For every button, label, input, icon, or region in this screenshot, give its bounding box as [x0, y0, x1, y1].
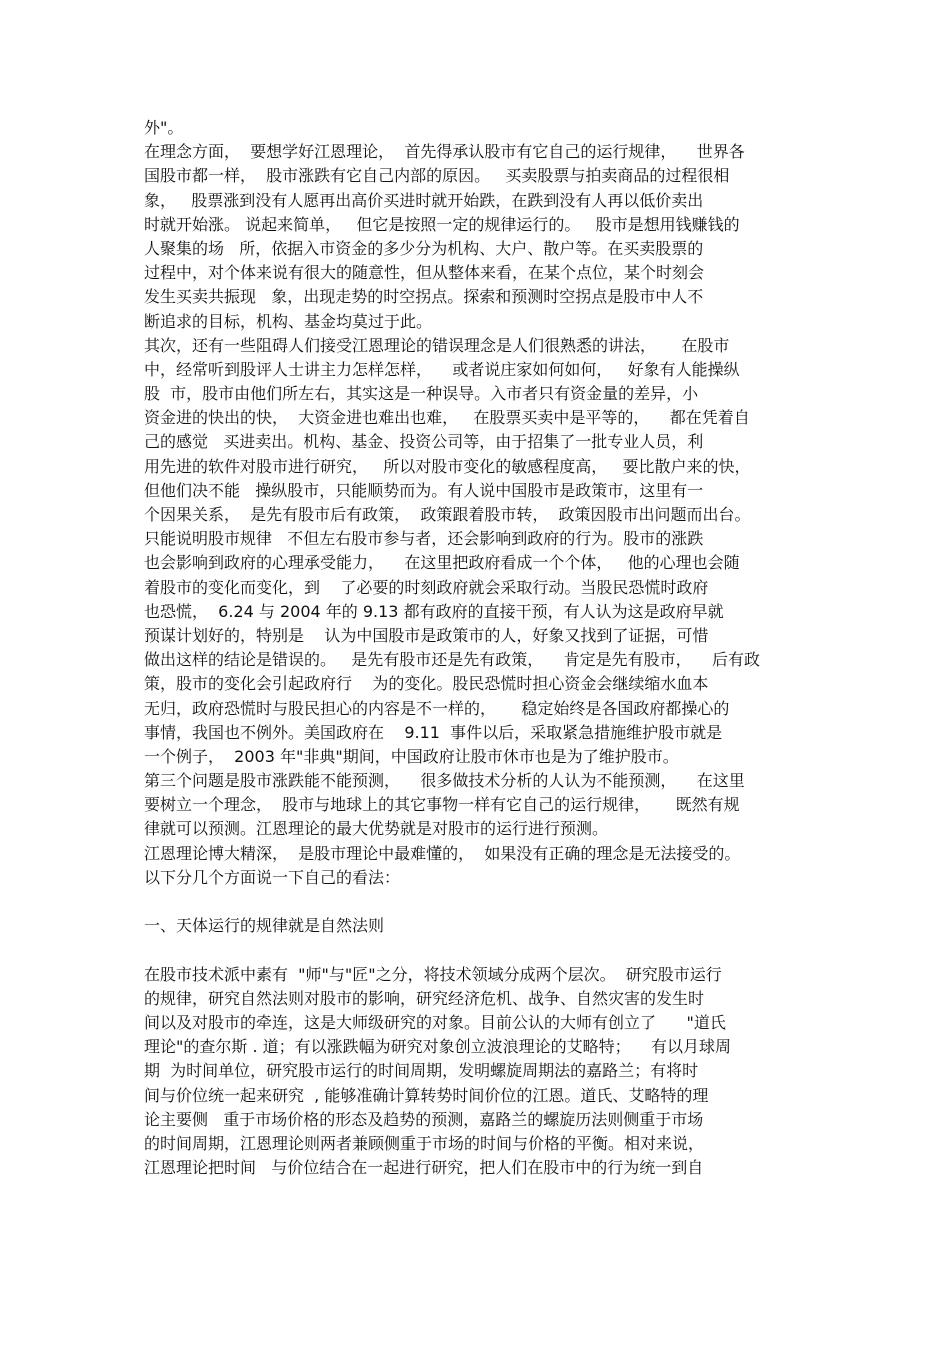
text-line: 策，股市的变化会引起政府行 为的变化。股民恐慌时担心资金会继续缩水血本 — [144, 674, 709, 694]
text-line: 理论"的查尔斯 . 道；有以涨跌幅为研究对象创立波浪理论的艾略特； 有以月球周 — [144, 1037, 731, 1057]
text-line: 江恩理论博大精深， 是股市理论中最难懂的， 如果没有正确的理念是无法接受的。 — [144, 843, 741, 863]
text-line: 的规律，研究自然法则对股市的影响，研究经济危机、战争、自然灾害的发生时 — [144, 988, 705, 1008]
text-line: 间与价位统一起来研究 , 能够准确计算转势时间价位的江恩。道氏、艾略特的理 — [144, 1085, 709, 1105]
text-line: 在理念方面， 要想学好江恩理论， 首先得承认股市有它自己的运行规律， 世界各 — [144, 142, 745, 162]
text-line: 个因果关系， 是先有股市后有政策， 政策跟着股市转， 政策因股市出问题而出台。 — [144, 505, 751, 524]
text-line: 论主要侧 重于市场价格的形态及趋势的预测，嘉路兰的螺旋历法则侧重于市场 — [144, 1109, 704, 1129]
text-line: 象， 股票涨到没有人愿再出高价买进时就开始跌，在跌到没有人再以低价卖出 — [144, 190, 704, 210]
text-line: 其次，还有一些阻碍人们接受江恩理论的错误理念是人们很熟悉的讲法， 在股市 — [144, 335, 730, 355]
text-line: 律就可以预测。江恩理论的最大优势就是对股市的运行进行预测。 — [144, 819, 609, 839]
text-line: 也恐慌， 6.24 与 2004 年的 9.13 都有政府的直接干预，有人认为这是政府早就 — [144, 601, 724, 621]
text-line: 时就开始涨。 说起来简单， 但它是按照一定的规律运行的。 股市是想用钱赚钱的 — [144, 214, 740, 234]
text-line: 要树立一个理念， 股市与地球上的其它事物一样有它自己的运行规律， 既然有规 — [144, 795, 740, 815]
text-line: 的时间周期，江恩理论则两者兼顾侧重于市场的时间与价格的平衡。相对来说， — [144, 1133, 705, 1153]
text-line: 一个例子， 2003 年"非典"期间，中国政府让股市休市也是为了维护股市。 — [144, 746, 679, 766]
text-line: 以下分几个方面说一下自己的看法： — [144, 867, 401, 887]
text-line: 一、天体运行的规律就是自然法则 — [144, 916, 385, 936]
text-line: 预谋计划好的，特别是 认为中国股市是政策市的人，好象又找到了证据，可惜 — [144, 625, 709, 645]
body-text — [144, 116, 814, 1180]
text-line: 人聚集的场 所，依据入市资金的多少分为机构、大户、散户等。在买卖股票的 — [144, 238, 704, 258]
text-line: 着股市的变化而变化，到 了必要的时刻政府就会采取行动。当股民恐慌时政府 — [144, 577, 709, 597]
text-line: 无归，政府恐慌时与股民担心的内容是不一样的， 稳定始终是各国政府都操心的 — [144, 698, 730, 718]
text-line: 中，经常听到股评人士讲主力怎样怎样， 或者说庄家如何如何， 好象有人能操纵 — [144, 359, 740, 379]
text-line: 外"。 — [144, 118, 184, 137]
blank-line — [144, 938, 814, 962]
text-line: 资金进的快出的快， 大资金进也难出也难， 在股票买卖中是平等的， 都在凭着自 — [144, 408, 750, 428]
text-line: 做出这样的结论是错误的。 是先有股市还是先有政策， 肯定是先有股市， 后有政 — [144, 650, 760, 670]
text-line: 事情，我国也不例外。美国政府在 9.11 事件以后，采取紧急措施维护股市就是 — [144, 722, 723, 742]
text-line: 股 市，股市由他们所左右，其实这是一种误导。入市者只有资金量的差异，小 — [144, 384, 699, 404]
text-line: 在股市技术派中素有 "师"与"匠"之分，将技术领域分成两个层次。 研究股市运行 — [144, 964, 722, 984]
blank-line — [144, 890, 814, 914]
text-line: 只能说明股市规律 不但左右股市参与者，还会影响到政府的行为。股市的涨跌 — [144, 529, 704, 549]
text-line: 国股市都一样， 股市涨跌有它自己内部的原因。 买卖股票与拍卖商品的过程很相 — [144, 166, 730, 186]
text-line: 期 为时间单位，研究股市运行的时间周期，发明螺旋周期法的嘉路兰；有将时 — [144, 1061, 699, 1081]
text-line: 发生买卖共振现 象，出现走势的时空拐点。探索和预测时空拐点是股市中人不 — [144, 287, 704, 307]
text-line: 也会影响到政府的心理承受能力， 在这里把政府看成一个个体， 他的心理也会随 — [144, 553, 740, 573]
text-line: 断追求的目标，机构、基金均莫过于此。 — [144, 311, 433, 331]
text-line: 过程中，对个体来说有很大的随意性，但从整体来看，在某个点位，某个时刻会 — [144, 263, 705, 283]
text-line: 间以及对股市的牵连，这是大师级研究的对象。目前公认的大师有创立了 "道氏 — [144, 1012, 726, 1032]
text-line: 用先进的软件对股市进行研究， 所以对股市变化的敏感程度高， 要比散户来的快， — [144, 456, 751, 476]
text-line: 江恩理论把时间 与价位结合在一起进行研究，把人们在股市中的行为统一到自 — [144, 1158, 704, 1178]
text-line: 但他们决不能 操纵股市，只能顺势而为。有人说中国股市是政策市，这里有一 — [144, 480, 704, 500]
text-line: 第三个问题是股市涨跌能不能预测， 很多做技术分析的人认为不能预测， 在这里 — [144, 771, 745, 791]
text-line: 己的感觉 买进卖出。机构、基金、投资公司等，由于招集了一批专业人员，利 — [144, 432, 704, 452]
